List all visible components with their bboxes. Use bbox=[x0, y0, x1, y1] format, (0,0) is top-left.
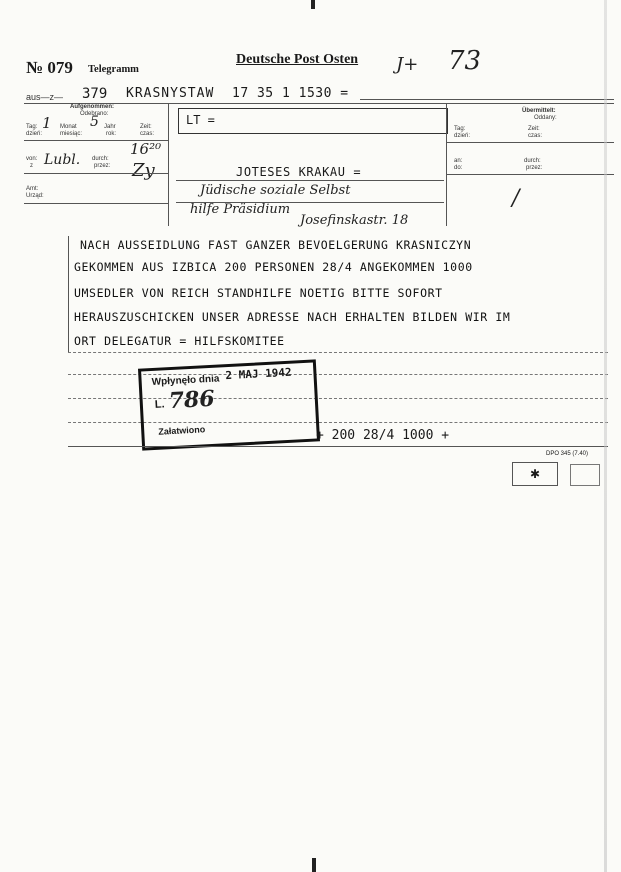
message-line-3: UMSEDLER VON REICH STANDHILFE NOETIG BITTE SOFORT bbox=[74, 286, 443, 300]
monat-label: Monat bbox=[60, 124, 77, 130]
right-edge-shadow bbox=[604, 0, 607, 872]
durch-label: durch: bbox=[92, 156, 109, 162]
right-tag-sub: dzień: bbox=[454, 133, 471, 139]
right-date-line bbox=[446, 142, 614, 143]
message-line-5: ORT DELEGATUR = HILFSKOMITEE bbox=[74, 334, 285, 348]
stamp-settled-label: Załatwiono bbox=[158, 424, 206, 437]
zeit-label: Zeit: bbox=[140, 124, 152, 130]
jahr-sub: rok: bbox=[106, 131, 117, 137]
tag-sub: dzień: bbox=[26, 131, 43, 137]
amt-row-line bbox=[24, 203, 168, 204]
message-line-2: GEKOMMEN AUS IZBICA 200 PERSONEN 28/4 ANGEKOMMEN 1000 bbox=[74, 260, 473, 274]
post-office-title: Deutsche Post Osten bbox=[236, 52, 359, 67]
check-underline bbox=[68, 446, 608, 447]
right-durch-sub: przez: bbox=[526, 165, 543, 171]
odebrano-label: Odebrano: bbox=[80, 111, 109, 117]
address-hand-2: hilfe Präsidium bbox=[190, 202, 291, 217]
stamp-mark-bottom-right-2 bbox=[570, 464, 600, 486]
durch-sub: przez: bbox=[94, 163, 111, 169]
service-box bbox=[178, 108, 448, 134]
corner-hand-number: 73 bbox=[448, 46, 482, 76]
route-numbers: 17 35 1 1530 = bbox=[232, 86, 349, 101]
message-line-1: NACH AUSSEIDLUNG FAST GANZER BEVOELGERUNG KRASNICZYN bbox=[80, 238, 472, 252]
von-hand: Lubl. bbox=[44, 152, 81, 168]
monat-hand: 5 bbox=[90, 114, 99, 130]
tag-label: Tag: bbox=[26, 124, 38, 130]
right-zeit-label: Zeit: bbox=[528, 126, 540, 132]
binding-mark-bottom bbox=[312, 858, 316, 872]
stamp-mark-bottom-right: ✱ bbox=[512, 462, 558, 486]
origin-place: KRASNYSTAW bbox=[126, 86, 215, 101]
left-column-divider bbox=[168, 104, 169, 226]
address-underline-2 bbox=[176, 202, 444, 203]
address-line-1: JOTESES KRAKAU = bbox=[236, 165, 362, 179]
aus-number: 379 bbox=[82, 86, 108, 102]
uebermittelt-label: Übermittelt: bbox=[522, 108, 556, 114]
stamp-number-value: 786 bbox=[168, 385, 216, 415]
received-stamp bbox=[138, 359, 320, 450]
durch-hand: 16²⁰ bbox=[130, 140, 162, 158]
binding-mark-top bbox=[311, 0, 315, 9]
right-an-label: an: bbox=[454, 158, 463, 164]
right-slash-mark: / bbox=[512, 186, 520, 211]
address-underline-1 bbox=[176, 180, 444, 181]
right-an-line bbox=[446, 174, 614, 175]
telegram-title: Telegramm bbox=[88, 64, 139, 75]
aus-label: aus—z— bbox=[26, 92, 64, 102]
jahr-label: Jahr bbox=[104, 124, 116, 130]
right-zeit-sub: czas: bbox=[528, 133, 543, 139]
form-code: DPO 345 (7.40) bbox=[546, 451, 589, 457]
address-hand-3: Josefinskastr. 18 bbox=[300, 213, 409, 228]
stamp-received-label: Wpłynęło dnia bbox=[151, 373, 220, 389]
monat-sub: miesiąc: bbox=[60, 131, 83, 137]
right-tag-label: Tag: bbox=[454, 126, 466, 132]
message-left-bracket bbox=[68, 236, 69, 352]
message-line-4: HERAUSZUSCHICKEN UNSER ADRESSE NACH ERHALTEN BILDEN WIR IM bbox=[74, 310, 511, 324]
telegram-number: № 079 bbox=[26, 58, 73, 77]
von-row-line bbox=[24, 173, 168, 174]
durch-hand-2: Zy bbox=[132, 160, 155, 181]
right-an-sub: do: bbox=[454, 165, 463, 171]
service-lt: LT = bbox=[186, 113, 215, 127]
oddany-label: Oddany: bbox=[534, 115, 557, 121]
aufgenommen-label: Aufgenommen: bbox=[70, 104, 114, 110]
address-hand-1: Jüdische soziale Selbst bbox=[200, 183, 351, 198]
check-line: + 200 28/4 1000 + bbox=[316, 428, 450, 443]
von-label: von: bbox=[26, 156, 38, 162]
right-durch-label: durch: bbox=[524, 158, 541, 164]
blank-line-1 bbox=[68, 352, 608, 353]
route-underline-2 bbox=[360, 99, 614, 100]
von-sub: z bbox=[30, 163, 33, 169]
tag-hand: 1 bbox=[42, 114, 52, 132]
center-right-divider bbox=[446, 104, 447, 226]
amt-label: Amt: bbox=[26, 186, 39, 192]
stamp-received-date: 2 MAJ 1942 bbox=[225, 365, 292, 383]
corner-hand-mark: J+ bbox=[396, 54, 419, 75]
zeit-sub: czas: bbox=[140, 131, 155, 137]
amt-sub: Urząd: bbox=[26, 193, 44, 199]
stamp-number-label: L. bbox=[154, 398, 165, 411]
